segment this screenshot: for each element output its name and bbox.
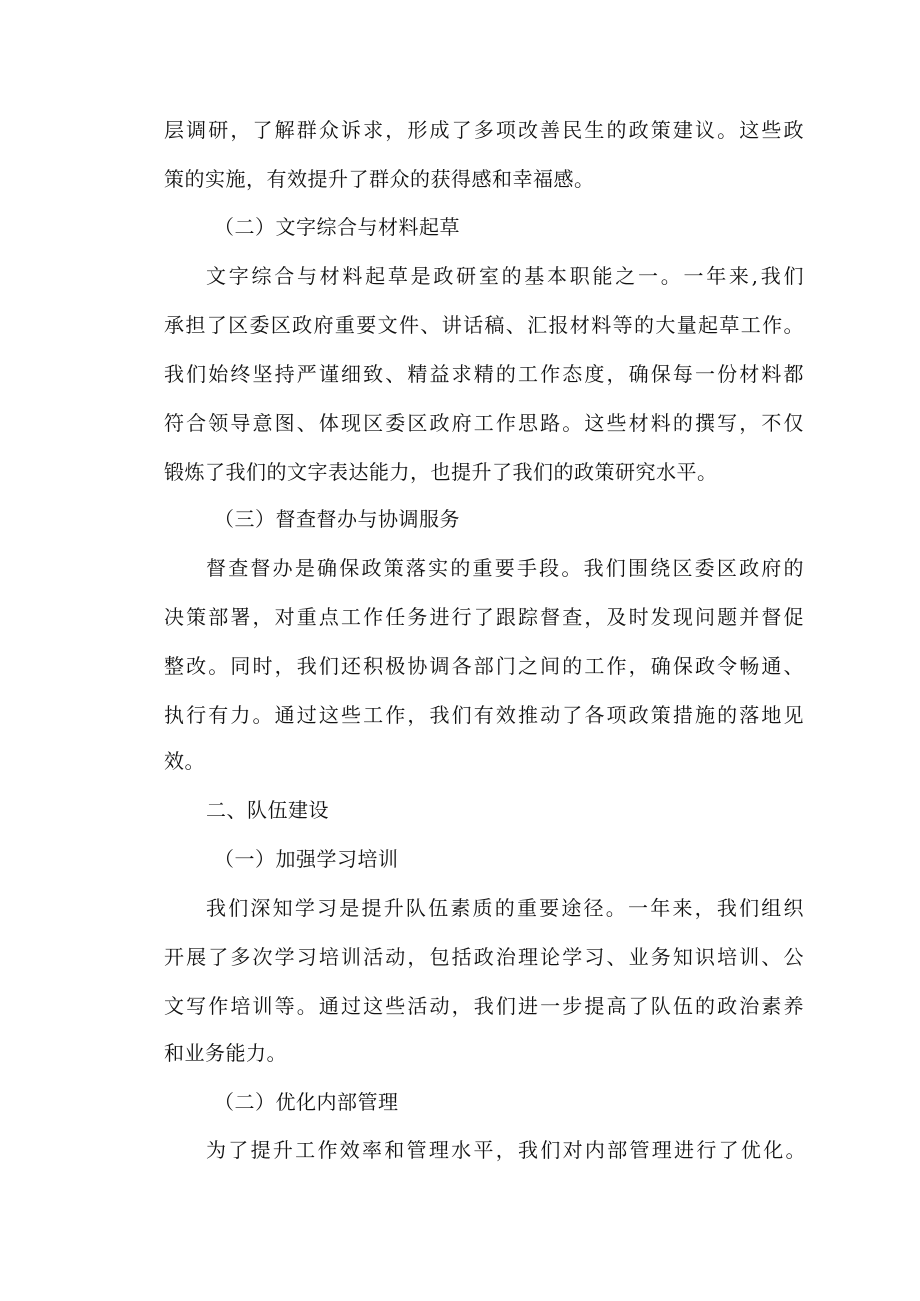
paragraph-line: 开展了多次学习培训活动，包括政治理论学习、业务知识培训、公 (164, 945, 804, 969)
part-heading: 二、队伍建设 (206, 798, 329, 822)
paragraph-line: 文写作培训等。通过这些活动，我们进一步提高了队伍的政治素养 (164, 994, 804, 1018)
section-heading: （三）督查督办与协调服务 (214, 507, 460, 531)
paragraph-line: 决策部署，对重点工作任务进行了跟踪督查，及时发现问题并督促 (164, 605, 804, 629)
section-heading: （二）优化内部管理 (214, 1090, 399, 1114)
paragraph-line: 整改。同时，我们还积极协调各部门之间的工作，确保政令畅通、 (164, 654, 804, 678)
paragraph-line: 策的实施，有效提升了群众的获得感和幸福感。 (164, 167, 595, 191)
section-heading: （一）加强学习培训 (214, 847, 399, 871)
paragraph-line: 符合领导意图、体现区委区政府工作思路。这些材料的撰写，不仅 (164, 411, 804, 435)
paragraph-line: 为了提升工作效率和管理水平，我们对内部管理进行了优化。 (206, 1138, 806, 1162)
paragraph-line: 我们深知学习是提升队伍素质的重要途径。一年来，我们组织 (206, 896, 804, 920)
paragraph-line: 承担了区委区政府重要文件、讲话稿、汇报材料等的大量起草工作。 (164, 313, 804, 337)
paragraph-line: 执行有力。通过这些工作，我们有效推动了各项政策措施的落地见 (164, 703, 804, 727)
section-heading: （二）文字综合与材料起草 (214, 215, 460, 239)
paragraph-line: 和业务能力。 (164, 1041, 287, 1065)
paragraph-line: 效。 (164, 749, 205, 773)
paragraph-line: 督查督办是确保政策落实的重要手段。我们围绕区委区政府的 (206, 556, 804, 580)
paragraph-line: 锻炼了我们的文字表达能力，也提升了我们的政策研究水平。 (164, 460, 718, 484)
paragraph-line: 文字综合与材料起草是政研室的基本职能之一。一年来,我们 (206, 264, 804, 288)
paragraph-line: 我们始终坚持严谨细致、精益求精的工作态度，确保每一份材料都 (164, 362, 804, 386)
paragraph-line: 层调研，了解群众诉求，形成了多项改善民生的政策建议。这些政 (164, 118, 804, 142)
